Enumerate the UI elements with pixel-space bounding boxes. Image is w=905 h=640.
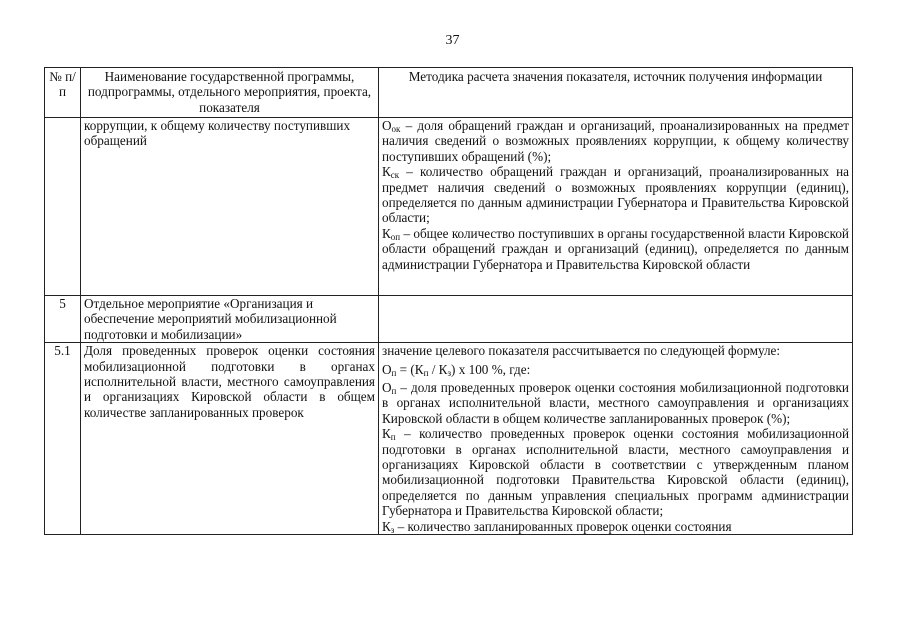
formula-intro: значение целевого показателя рассчитывается по следующей формуле:: [382, 343, 781, 359]
definition-k-sk: $К_{ск}$ – количество обращений граждан и организаций, проанализированных на предмет наличия сведений о возможных проявлениях коррупции (единиц), определяется по данным администрации Губернатора и Правительства Кировской области;: [382, 164, 849, 226]
row-name: Отдельное мероприятие «Организация и обеспечение мероприятий мобилизационной подготовки и мобилизации»: [81, 296, 379, 343]
indicator-table: [44, 67, 853, 535]
table-row: [45, 296, 853, 343]
row-number: 5: [45, 296, 81, 343]
header-method: Методика расчета значения показателя, источник получения информации: [379, 68, 853, 118]
row-method: [379, 118, 853, 296]
definition-k-p: $К_п$ – количество проведенных проверок оценки состояния мобилизационной подготовки в органах исполнительной власти, местного самоуправления и организациях Кировской области в соответствии с утвержденным планом мобилизационной подготовки Правительства Кировской области (единиц), определяется по данным управления специальных программ администрации Губернатора и Правительства Кировской области;: [382, 426, 849, 519]
row-name: коррупции, к общему количеству поступивших обращений: [81, 118, 379, 296]
row-method: [379, 296, 853, 343]
definition-k-op: $К_{оп}$ – общее количество поступивших в органы государственной власти Кировской области обращений граждан и организаций (единиц), определяется по данным администрации Губернатора и Правительства Кировской области: [382, 225, 849, 272]
definition-o-p: $О_п$ – доля проведенных проверок оценки состояния мобилизационной подготовки в органах исполнительной власти, местного самоуправления и организациях Кировской области в общем количестве запланированных проверок (%);: [382, 380, 849, 426]
row-number: [45, 118, 81, 296]
page-number: 37: [445, 33, 460, 48]
row-method: [379, 343, 853, 535]
header-number: № п/п: [45, 68, 81, 118]
table-row: [45, 343, 853, 535]
header-name: Наименование государственной программы, подпрограммы, отдельного мероприятия, проекта, показателя: [81, 68, 379, 118]
formula: $О_п = (К_п / К_з)$ х 100 %, где:: [382, 361, 531, 378]
table-header-row: [45, 68, 853, 118]
table-row: [45, 118, 853, 296]
row-number: 5.1: [45, 343, 81, 535]
row-name: Доля проведенных проверок оценки состояния мобилизационной подготовки в органах исполнительной власти, местного самоуправления и организациях Кировской области в общем количестве запланированных проверок: [81, 343, 379, 535]
definition-k-z: $К_з$ – количество запланированных проверок оценки состояния: [382, 518, 732, 535]
definition-o-ok: $О_{ок}$ – доля обращений граждан и организаций, проанализированных на предмет наличия сведений о возможных проявлениях коррупции, к общему количеству поступивших обращений (%);: [382, 118, 849, 164]
